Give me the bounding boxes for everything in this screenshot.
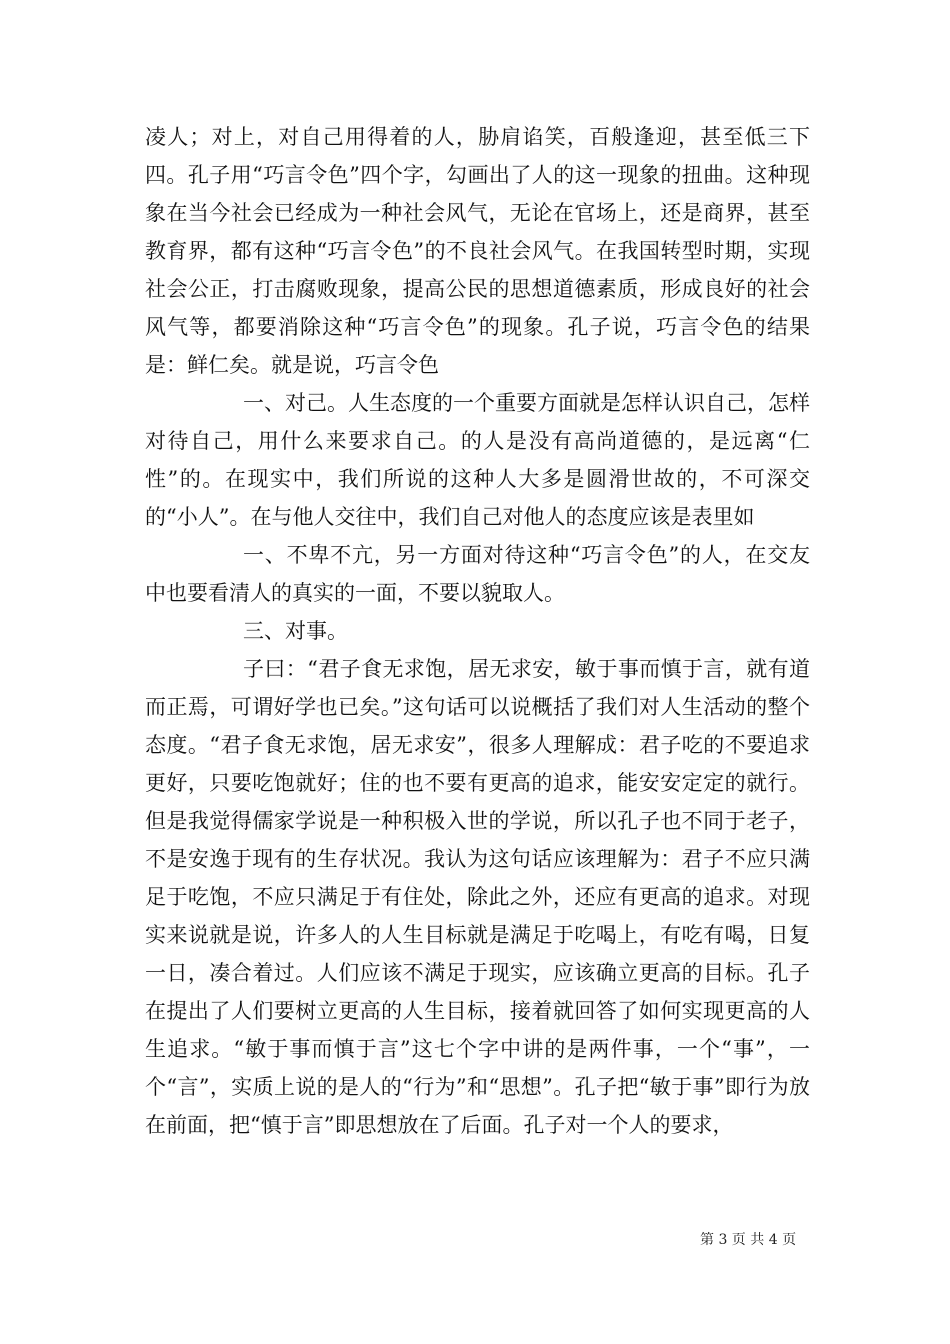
paragraph-4: 三、对事。 — [243, 619, 348, 643]
page-number-footer: 第 3 页 共 4 页 — [700, 1232, 797, 1248]
document-body — [145, 118, 810, 1144]
paragraph-1: 凌人；对上，对自己用得着的人，胁肩谄笑，百般逢迎，甚至低三下四。孔子用“巧言令色”四个字，勾画出了人的这一现象的扭曲。这种现象在当今社会已经成为一种社会风气，无论在官场上，还是商界，甚至教育界，都有这种“巧言令色”的不良社会风气。在我国转型时期，实现社会公正，打击腐败现象，提高公民的思想道德素质，形成良好的社会风气等，都要消除这种“巧言令色”的现象。孔子说，巧言令色的结果是：鲜仁矣。就是说，巧言令色 — [145, 125, 810, 377]
paragraph-3: 一、不卑不亢，另一方面对待这种“巧言令色”的人，在交友中也要看清人的真实的一面，不要以貌取人。 — [145, 543, 810, 605]
paragraph-2: 一、对己。人生态度的一个重要方面就是怎样认识自己，怎样对待自己，用什么来要求自己。的人是没有高尚道德的，是远离“仁性”的。在现实中，我们所说的这种人大多是圆滑世故的，不可深交的“小人”。在与他人交往中，我们自己对他人的态度应该是表里如 — [145, 391, 810, 529]
paragraph-5: 子曰：“君子食无求饱，居无求安，敏于事而慎于言，就有道而正焉，可谓好学也已矣。”这句话可以说概括了我们对人生活动的整个态度。“君子食无求饱，居无求安”，很多人理解成：君子吃的不要追求更好，只要吃饱就好；住的也不要有更高的追求，能安安定定的就行。但是我觉得儒家学说是一种积极入世的学说，所以孔子也不同于老子，不是安逸于现有的生存状况。我认为这句话应该理解为：君子不应只满足于吃饱，不应只满足于有住处，除此之外，还应有更高的追求。对现实来说就是说，许多人的人生目标就是满足于吃喝上，有吃有喝，日复一日，凑合着过。人们应该不满足于现实，应该确立更高的目标。孔子在提出了人们要树立更高的人生目标，接着就回答了如何实现更高的人生追求。“敏于事而慎于言”这七个字中讲的是两件事，一个“事”，一个“言”，实质上说的是人的“行为”和“思想”。孔子把“敏于事”即行为放在前面，把“慎于言”即思想放在了后面。孔子对一个人的要求， — [145, 657, 810, 1137]
